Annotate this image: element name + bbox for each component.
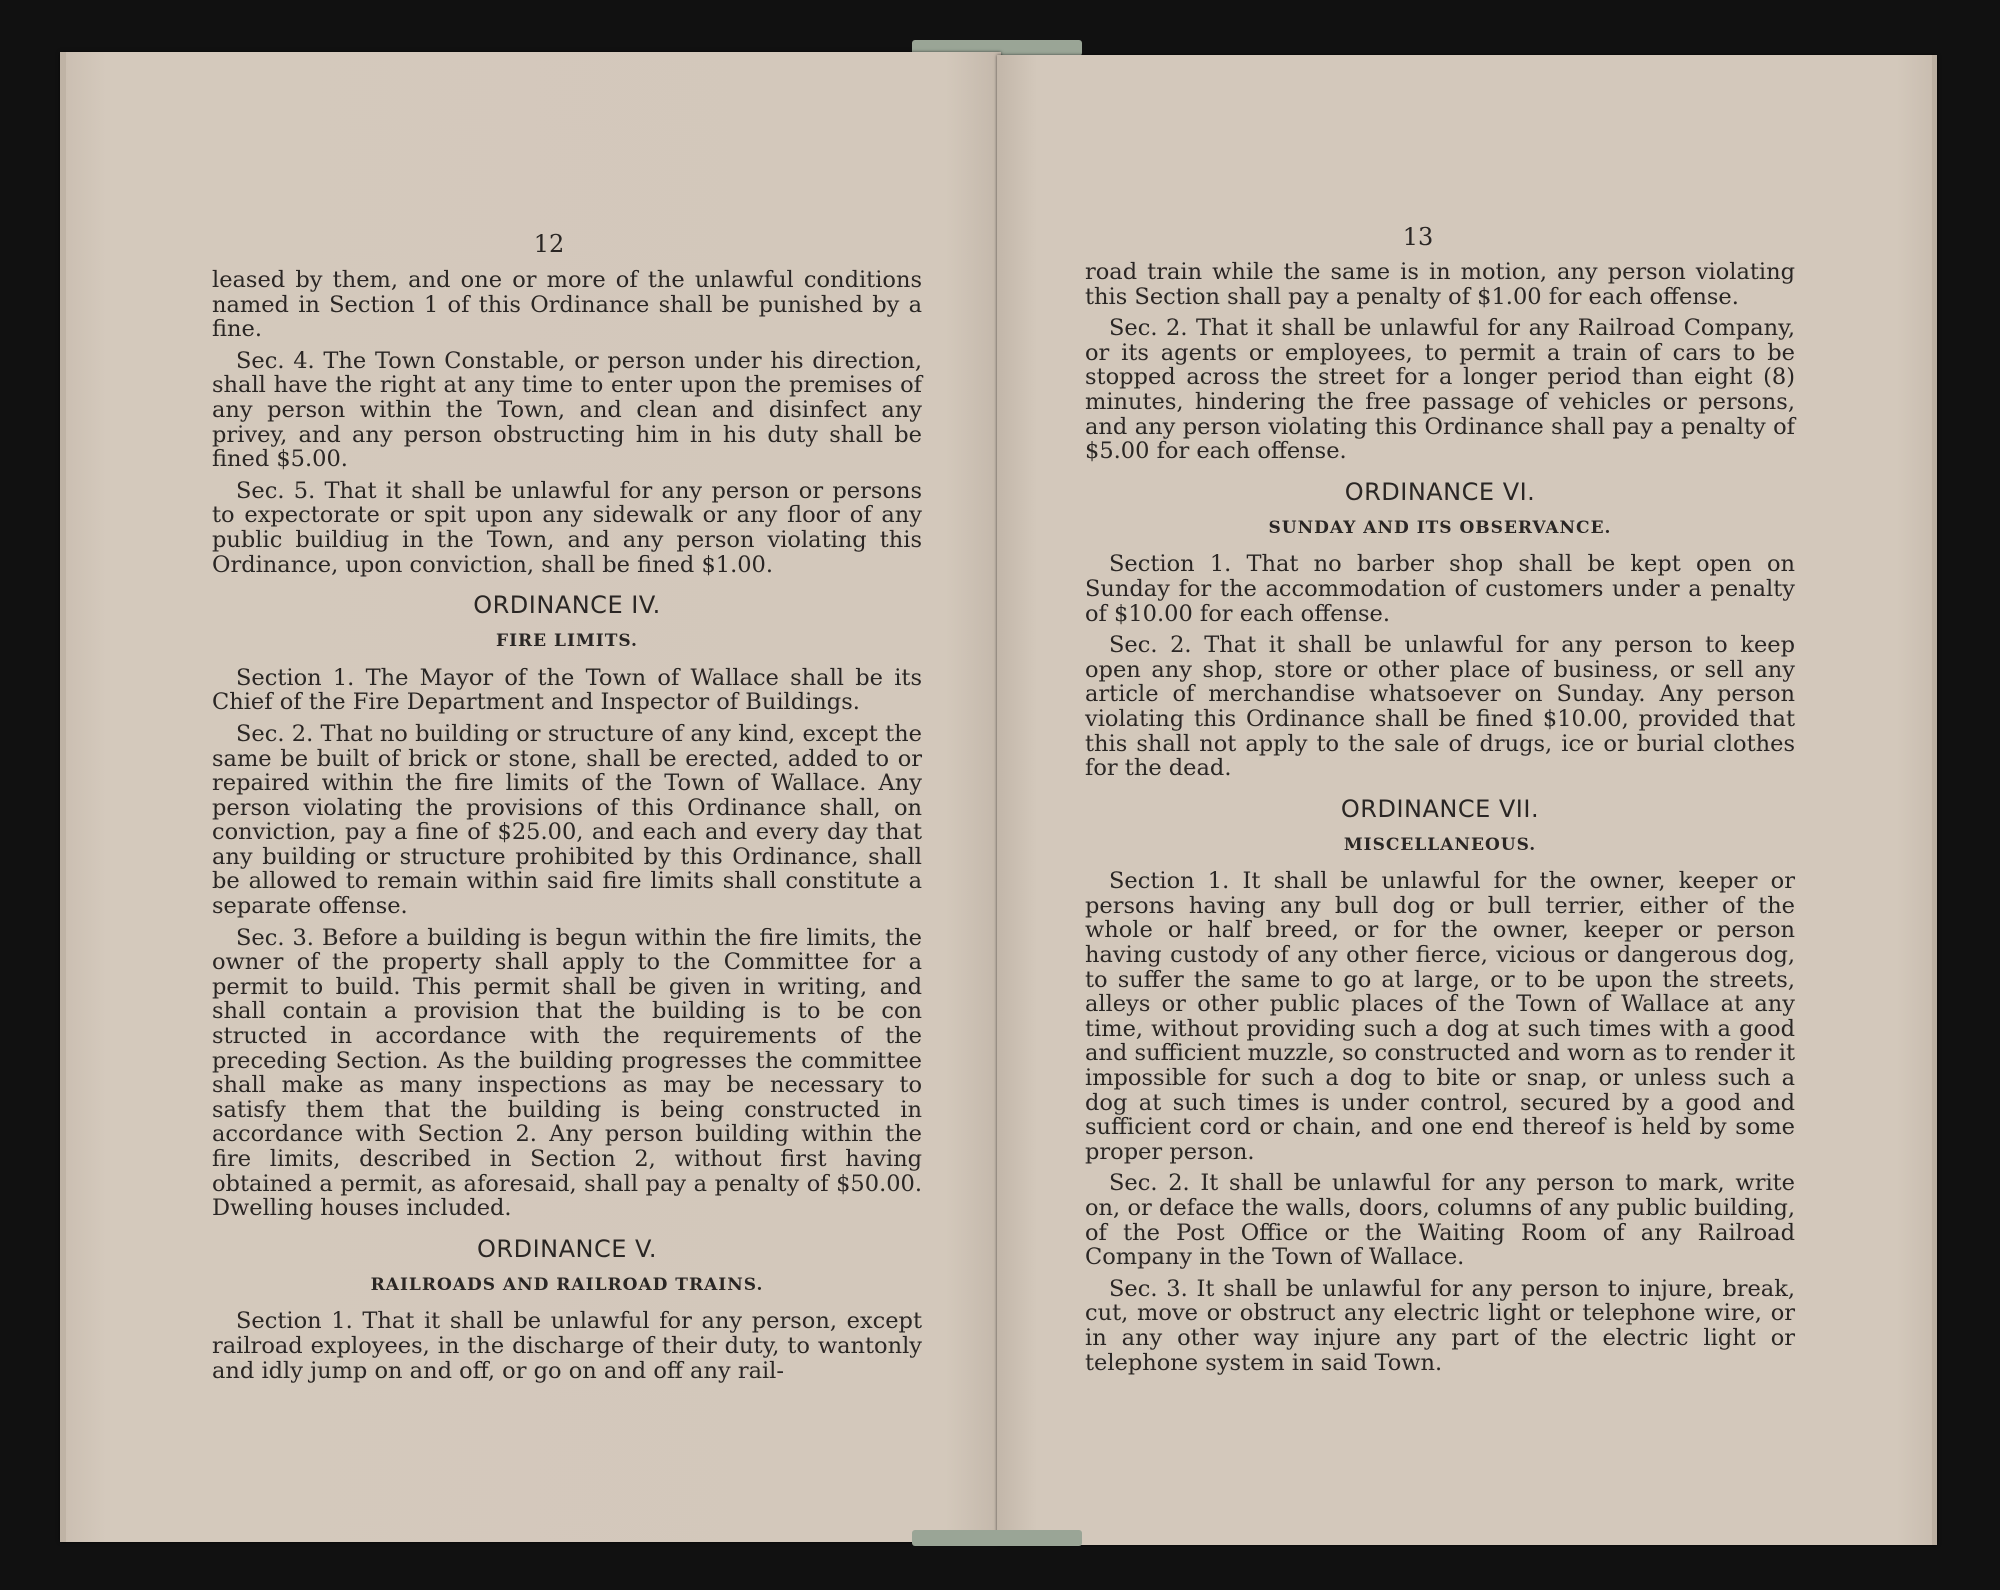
right-page (997, 55, 1937, 1545)
section-paragraph: Sec. 4. The Town Constable, or person under his direction, shall have the right at any time to enter upon the premises of any person within the Town, and clean and disinfect any privey, and any person obstructing him in his duty shall be fined $5.00. (212, 347, 922, 473)
section-paragraph: Sec. 3. It shall be unlawful for any person to injure, break, cut, move or obstruct any electric light or telephone wire, or in any other way injure any part of the electric light or telephone system in said Town. (1085, 1275, 1795, 1376)
section-paragraph: Sec. 2. That it shall be unlawful for any person to keep open any shop, store or other place of business, or sell any article of merchandise whatsoever on Sunday. Any person violating this Ordinance shall be fined $10.00, provided that this shall not apply to the sale of drugs, ice or burial clothes for the dead. (1085, 632, 1795, 782)
page-number: 12 (533, 230, 565, 258)
ordinance-subtitle: FIRE LIMITS. (496, 631, 638, 652)
section-paragraph: Sec. 5. That it shall be unlawful for any person or persons to expectorate or spit upon any sidewalk or any floor of any public buildiug in the Town, and any person violating this Ordinance, upon conviction, shall be fined $1.00. (212, 477, 922, 578)
ordinance-heading: ORDINANCE VI. (1344, 477, 1536, 506)
section-paragraph: Section 1. That no barber shop shall be kept open on Sunday for the accommodation of customers under a penalty of $10.00 for each offense. (1085, 551, 1795, 627)
binding-tape-bottom (912, 1530, 1082, 1546)
section-paragraph: Sec. 2. That it shall be unlawful for any Railroad Company, or its agents or employees, to permit a train of cars to be stopped across the street for a longer period than eight (8) minutes, hindering the free passage of vehicles or persons, and any person violating this Ordinance shall pay a penalty of $5.00 for each offense. (1085, 315, 1795, 465)
left-page-body (212, 268, 922, 1390)
ordinance-heading: ORDINANCE IV. (473, 591, 661, 620)
section-paragraph: Sec. 3. Before a building is begun within the fire limits, the owner of the property shall apply to the Committee for a permit to build. This permit shall be given in writing, and shall contain a provision that the building is to be con structed in accordance with the requirements of the preceding Section. As the building progresses the committee shall make as many inspections as may be necessary to satisfy them that the building is being constructed in accordance with Section 2. Any person building within the fire limits, described in Section 2, without first having obtained a permit, as aforesaid, shall pay a penalty of $50.00. Dwelling houses included. (212, 924, 922, 1222)
section-paragraph: Sec. 2. It shall be unlawful for any person to mark, write on, or deface the walls, doors, columns of any public building, of the Post Office or the Waiting Room of any Railroad Company in the Town of Wallace. (1085, 1170, 1795, 1271)
section-paragraph: Section 1. The Mayor of the Town of Wallace shall be its Chief of the Fire Department and Inspector of Buildings. (212, 664, 922, 716)
section-paragraph: leased by them, and one or more of the unlawful conditions named in Section 1 of this Ordinance shall be punished by a fine. (212, 267, 922, 343)
left-page (60, 52, 1001, 1542)
section-paragraph: Section 1. That it shall be unlawful for any person, except railroad exployees, in the discharge of their duty, to wantonly and idly jump on and off, or go on and off any rail- (212, 1308, 922, 1384)
section-paragraph: Section 1. It shall be unlawful for the owner, keeper or persons having any bull dog or bull terrier, either of the whole or half breed, or for the owner, keeper or person having custody of any other fierce, vicious or dangerous dog, to suffer the same to go at large, or to be upon the streets, alleys or other public places of the Town of Wallace at any time, without providing such a dog at such times with a good and sufficient muzzle, so constructed and worn as to render it impossible for such a dog to bite or snap, or unless such a dog at such times is under control, secured by a good and sufficient cord or chain, and one end thereof is held by some proper person. (1085, 868, 1795, 1165)
ordinance-heading: ORDINANCE VII. (1340, 794, 1540, 823)
ordinance-heading: ORDINANCE V. (477, 1234, 657, 1263)
ordinance-subtitle: SUNDAY AND ITS OBSERVANCE. (1268, 517, 1612, 538)
section-paragraph: road train while the same is in motion, any person violating this Section shall pay a penalty of $1.00 for each offense. (1085, 259, 1795, 310)
right-page-body (1085, 260, 1795, 1382)
ordinance-subtitle: MISCELLANEOUS. (1343, 834, 1537, 855)
ordinance-subtitle: RAILROADS AND RAILROAD TRAINS. (370, 1274, 764, 1295)
page-number: 13 (1402, 223, 1434, 251)
section-paragraph: Sec. 2. That no building or structure of any kind, except the same be built of brick or stone, shall be erected, added to or repaired within the fire limits of the Town of Wallace. Any person violating the provisions of this Ordinance shall, on conviction, pay a fine of $25.00, and each and every day that any building or structure prohibited by this Ordinance, shall be allowed to remain within said fire limits shall constitute a separate offense. (212, 720, 922, 920)
